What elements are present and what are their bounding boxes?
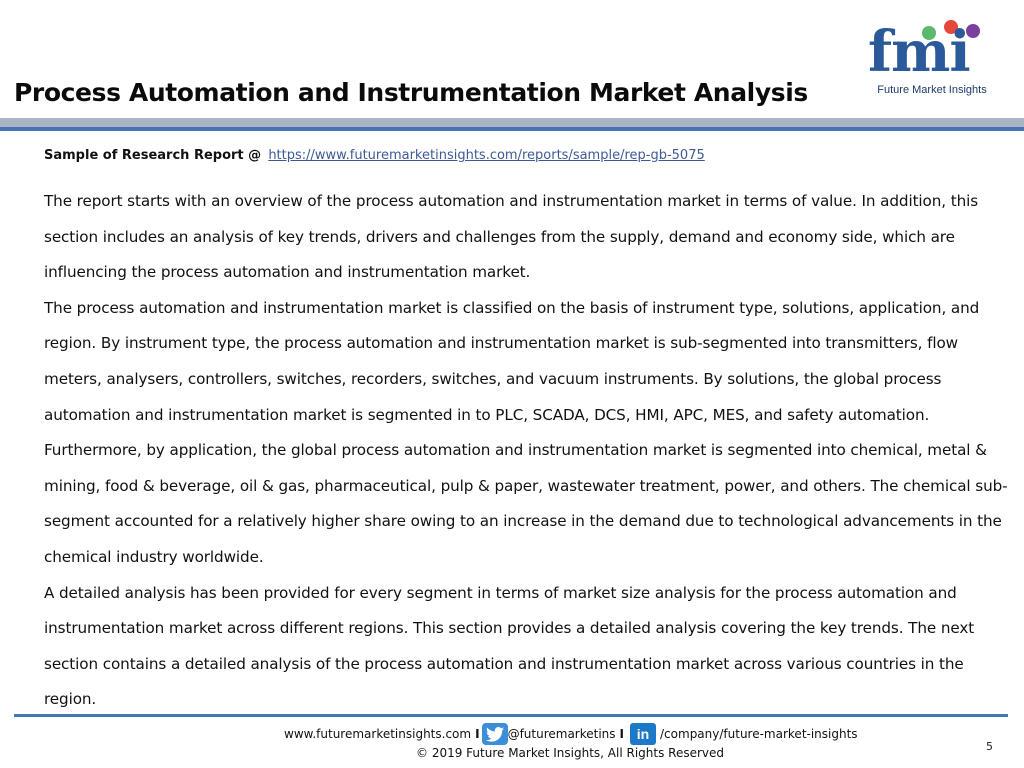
header-rule <box>0 127 1024 131</box>
copyright-text: © 2019 Future Market Insights, All Rights Reserved <box>416 746 725 760</box>
page-number: 5 <box>986 740 993 753</box>
fmi-logo <box>862 14 1006 100</box>
linkedin-icon[interactable]: in <box>630 723 656 745</box>
paragraph-segmentation: The process automation and instrumentation market is classified on the basis of instrument type, solutions, application, and region. By instrument type, the process automation and instrumentation market is sub-segmented into transmitters, flow meters, analysers, controllers, switches, recorders, switches, and vacuum instruments. By solutions, the global process automation and instrumentation market is segmented in to PLC, SCADA, DCS, HMI, APC, MES, and safety automation. Furthermore, by application, the global process automation and instrumentation market is segmented into chemical, metal & mining, food & beverage, oil & gas, pharmaceutical, pulp & paper, wastewater treatment, power, and others. The chemical sub-segment accounted for a relatively higher share owing to an increase in the demand due to technological advancements in the chemical industry worldwide. <box>44 298 1008 566</box>
footer-separator: I <box>619 727 625 741</box>
paragraph-regional-analysis: A detailed analysis has been provided for every segment in terms of market size analysis for the process automation and instrumentation market across different regions. This section provides a detailed analysis covering the key trends. The next section contains a detailed analysis of the process automation and instrumentation market across various countries in the region. <box>44 583 975 709</box>
twitter-handle-link[interactable]: @futuremarketins <box>507 727 616 741</box>
footer-links <box>284 722 858 746</box>
footer-website-link[interactable]: www.futuremarketinsights.com <box>284 727 472 741</box>
footer-separator: I <box>475 727 480 741</box>
sample-label: Sample of Research Report @ <box>44 148 262 163</box>
paragraph-overview: The report starts with an overview of the process automation and instrumentation market in terms of value. In addition, this section includes an analysis of key trends, drivers and challenges from the supply, demand and economy side, which are influencing the process automation and instrumentation market. <box>44 192 979 282</box>
body-text <box>44 184 1016 718</box>
linkedin-path-link[interactable]: /company/future-market-insights <box>660 727 858 741</box>
footer-rule <box>14 714 1008 717</box>
logo-wordmark: fmi <box>868 19 970 85</box>
slide-title: Process Automation and Instrumentation Market Analysis <box>14 78 808 107</box>
header-band <box>0 118 1024 127</box>
sample-report-link[interactable]: https://www.futuremarketinsights.com/reports/sample/rep-gb-5075 <box>268 148 705 163</box>
sample-report-line <box>44 148 705 163</box>
logo-tagline: Future Market Insights <box>877 84 987 96</box>
twitter-icon[interactable] <box>482 723 508 745</box>
